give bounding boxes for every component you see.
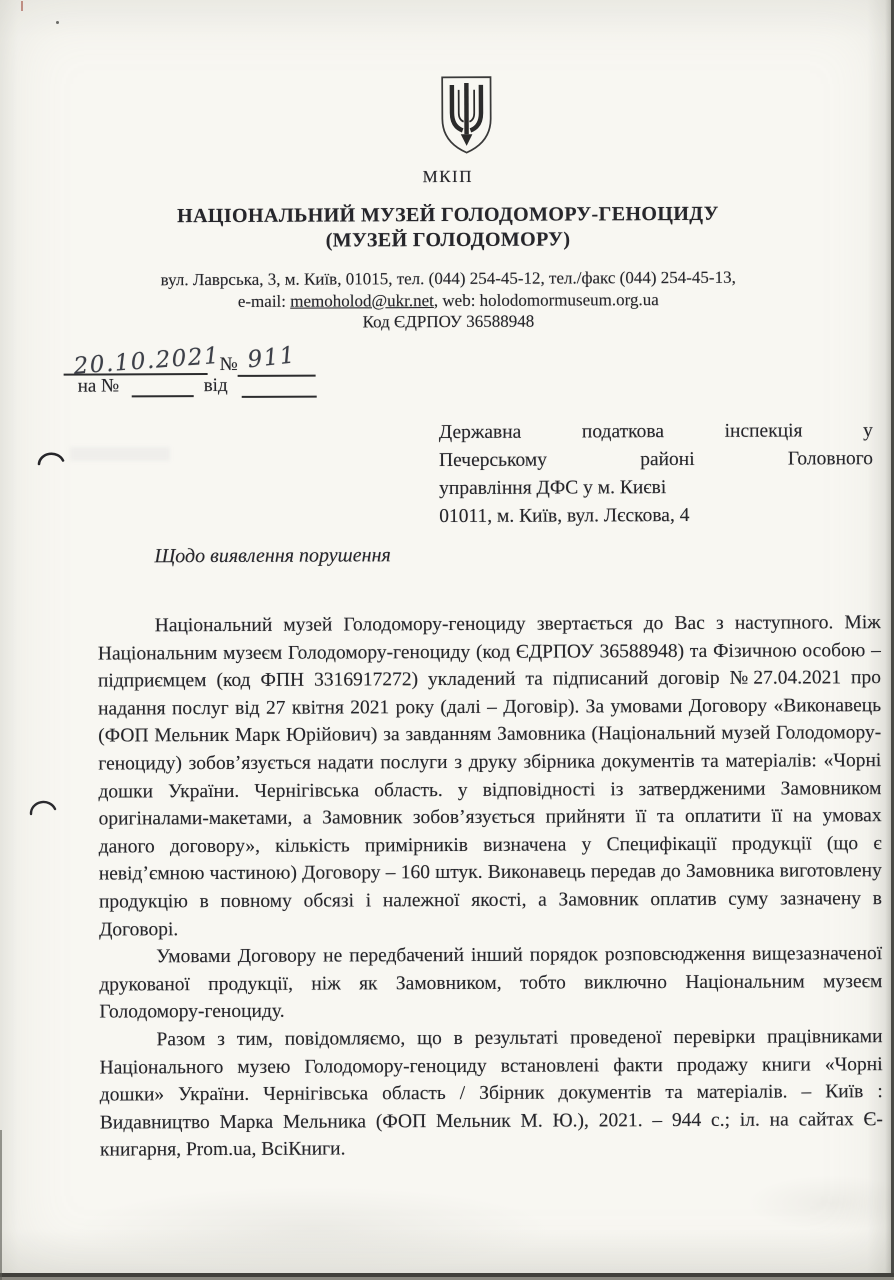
recipient-line: Державна податкова інспекція у (438, 420, 873, 444)
org-name-block (1, 201, 894, 255)
trident-coat-of-arms-icon (437, 73, 495, 157)
letterhead-address-block (1, 266, 894, 334)
email-label: e-mail: (237, 291, 291, 311)
ink-speck (56, 21, 59, 24)
incoming-date-underline (242, 396, 317, 398)
scan-edge-left (0, 1130, 2, 1280)
body-paragraph: Умовами Договору не передбачений інший порядок розповсюдження вищезазначеної друкованої продукції, ніж як Замовником, тобто виключно Національним музеєм Голодомору-геноциду. (99, 943, 883, 1023)
recipient-address: 01011, м. Київ, вул. Лєскова, 4 (439, 504, 690, 528)
ghost-stamp-smudge (70, 447, 170, 461)
body-paragraph: Національний музей Голодомору-геноциду звертається до Вас з наступного. Між Національним музеєм Голодомору-геноциду (код ЄДРПОУ 36588948) та Фізичною особою – підприємцем (код ФПН 3316917272) укладений та підписаний договір №27.04.2021 про надання послуг від 27 квітня 2021 року (далі – Договір). За умовами Договору «Виконавець (ФОП Мельник Марк Юрійович) за завданням Замовника (Національний музей Голодомору-геноциду) зобов’язується надати послуги з друку збірника документів та матеріалів: «Чорні дошки України. Чернігівська область. у відповідності із затвердженими Замовником оригіналами-макетами, а Замовник зобов’язується прийняти її та оплатити її на умовах даного договору», кількість примірників визначена у Специфікації продукції (що є невід’ємною частиною) Договору – 160 штук. Виконавець передав до Замовника виготовлену продукцію в повному обсязі і належної якості, а Замовник оплатив суму зазначену в Договорі. (97, 612, 882, 941)
scan-edge-right-shadow (885, 0, 891, 1280)
incoming-date-label: від (203, 374, 228, 397)
ink-speck (21, 1, 23, 11)
body-paragraph: Разом з тим, повідомляємо, що в результаті проведеної перевірки працівниками Національного музею Голодомору-геноциду встановлені факти продажу книги «Чорні дошки» України. Чернігівська область / Збірник документів та матеріалів. – Київ : Видавництво Марка Мельника (ФОП Мельник М. Ю.), 2021. – 944 с.; іл. на сайтах Є-книгарня, Prom.ua, ВсіКниги. (99, 1026, 883, 1161)
address-line: вул. Лаврська, 3, м. Київ, 01015, тел. (044) 254-45-12, тел./факс (044) 254-45-13, (160, 267, 736, 290)
outgoing-date-handwritten: 20.10.2021 (72, 342, 222, 380)
letter-body (98, 609, 883, 1164)
ministry-abbreviation: МКІП (422, 166, 474, 187)
number-underline (238, 375, 316, 377)
recipient-line: управління ДФС у м. Києві (439, 477, 667, 500)
recipient-block (439, 417, 873, 531)
org-name-line2: (МУЗЕЙ ГОЛОДОМОРУ) (325, 228, 571, 252)
web-address: , web: holodomormuseum.org.ua (433, 289, 659, 310)
incoming-number-label: на № (77, 375, 120, 397)
email-address: memoholod@ukr.net (290, 290, 434, 311)
edrpou-line: Код ЄДРПОУ 36588948 (362, 311, 535, 332)
number-sign-label: № (219, 353, 238, 375)
incoming-number-underline (132, 395, 194, 397)
punch-hole-mark (29, 796, 59, 822)
recipient-line: Печерському районі Головного (438, 448, 874, 472)
subject-line: Щодо виявлення порушення (154, 544, 391, 568)
outgoing-number-handwritten: 911 (246, 342, 298, 374)
org-name-line1: НАЦІОНАЛЬНИЙ МУЗЕЙ ГОЛОДОМОРУ-ГЕНОЦИДУ (177, 202, 719, 228)
punch-hole-mark (36, 447, 66, 471)
